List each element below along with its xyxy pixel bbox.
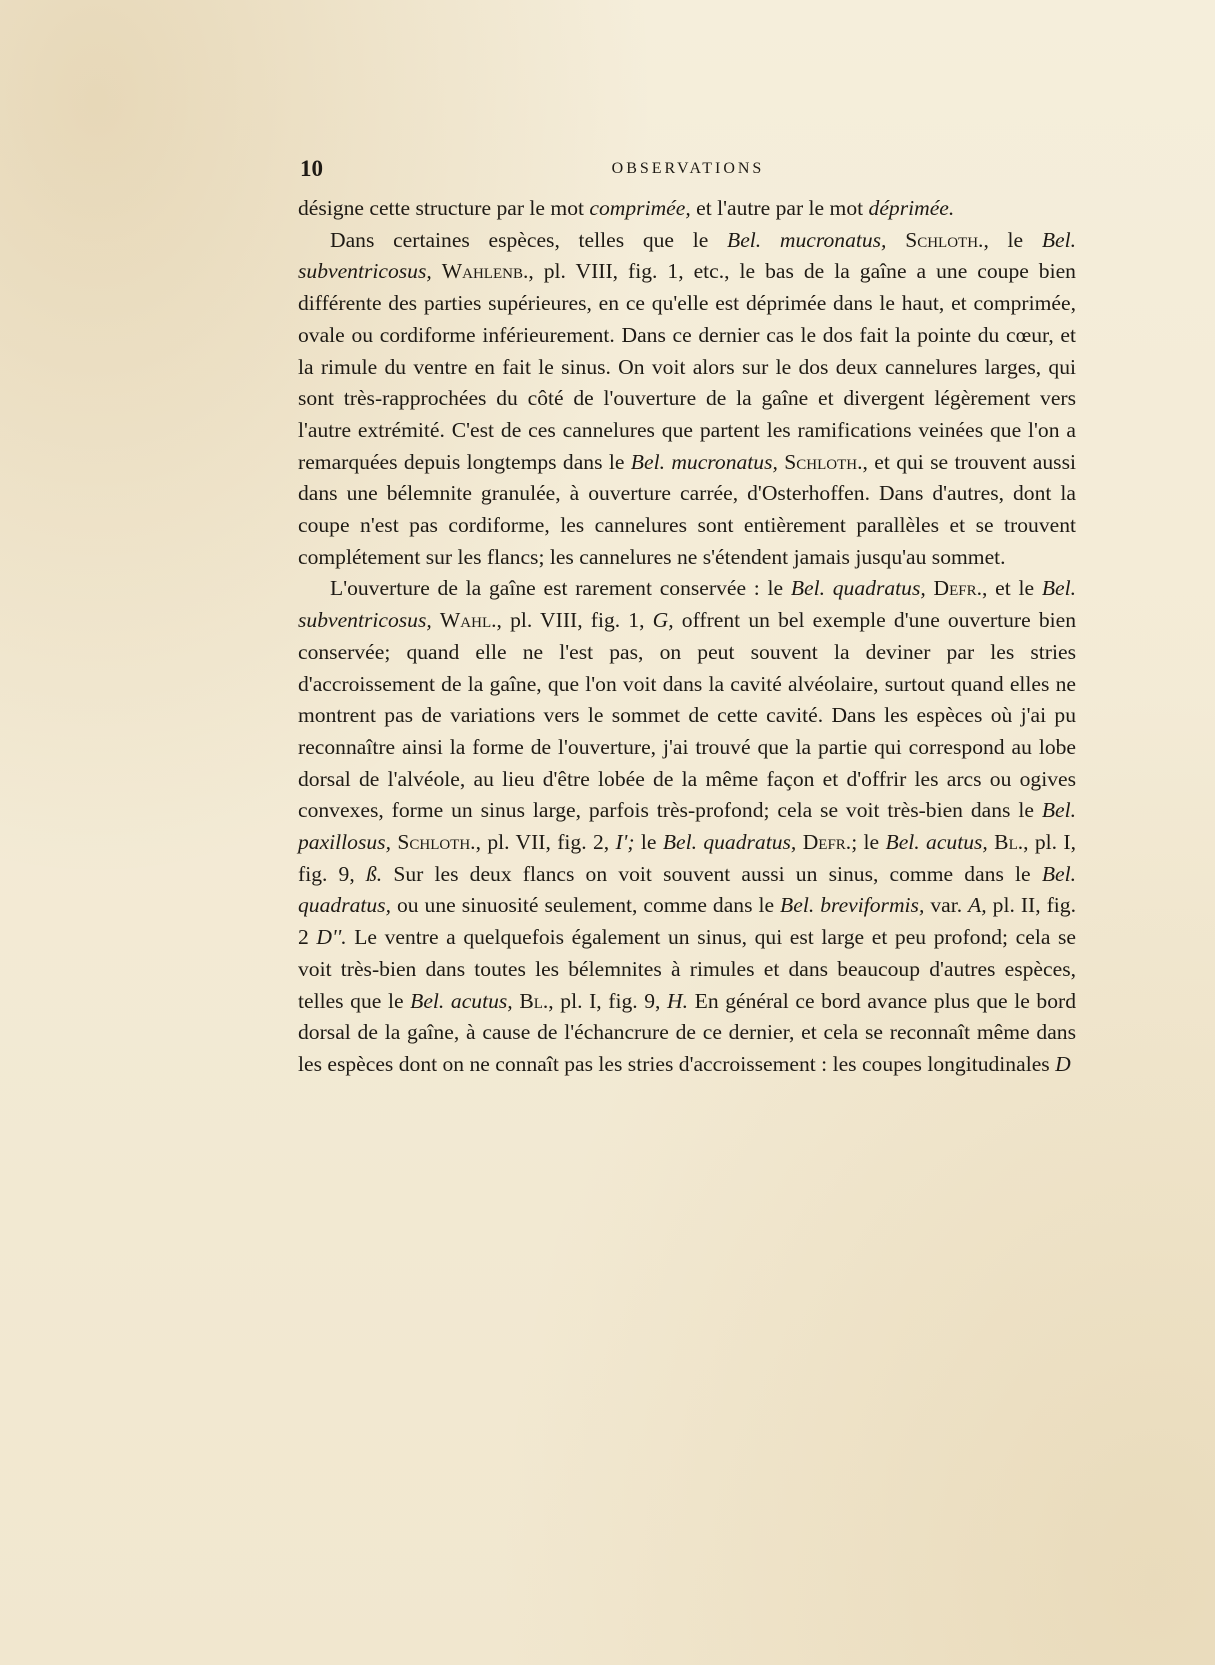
italic-run: Bel. subventricosus,	[298, 576, 1076, 633]
small-caps-run: Bl.	[519, 988, 549, 1013]
italic-run: Bel. acutus,	[410, 988, 513, 1013]
italic-run: G,	[652, 608, 674, 633]
small-caps-run: Wahlenb.	[441, 259, 529, 284]
text-run	[886, 228, 905, 252]
text-run: pl. II, fig. 2	[298, 893, 1076, 950]
page-number: 10	[300, 156, 323, 181]
small-caps-run: Schloth.	[397, 830, 476, 855]
italic-run: Bel. acutus,	[885, 830, 988, 855]
text-run: L'ouverture de la gaîne est rarement conservée : le	[330, 576, 791, 601]
italic-run: A,	[968, 893, 987, 918]
text-run: , pl. VII, fig. 2,	[475, 830, 616, 855]
italic-run: ß.	[365, 861, 383, 886]
text-run: En général ce bord avance plus que le bord dorsal de la gaîne, à cause de l'échancrure de ce dernier, et cela se reconnaît même dans les espèces dont on ne connaît pas les stries d'accroissement : les coupes longitudinales	[298, 988, 1076, 1076]
paragraph-2	[298, 225, 1076, 574]
italic-run: Bel. quadratus,	[662, 830, 797, 855]
italic-run: Bel. mucronatus,	[727, 227, 887, 252]
text-run: Dans certaines espèces, telles que le	[330, 227, 728, 252]
italic-run: H.	[667, 988, 689, 1013]
running-title: OBSERVATIONS	[611, 160, 765, 177]
italic-run: Bel. quadratus,	[790, 576, 926, 601]
text-run: , le	[983, 227, 1042, 252]
small-caps-run: Wahl.	[439, 608, 497, 633]
body-text	[298, 193, 1076, 1081]
text-run: , et qui se trouvent aussi dans une bélemnite granulée, à ouverture carrée, d'Osterhoffen. Dans d'autres, dont la coupe n'est pas cordiforme, les cannelures sont entièrement parallèles et se trouvent complétement sur les flancs; les cannelures ne s'étendent jamais jusqu'au sommet.	[298, 449, 1076, 569]
text-run: le	[634, 830, 663, 855]
italic-run: D''.	[316, 925, 347, 950]
text-run: et l'autre par le mot	[690, 196, 869, 220]
text-run: ou une sinuosité seulement, comme dans le	[391, 893, 781, 918]
small-caps-run: Schloth.	[905, 227, 984, 252]
text-run: Sur les deux flancs on voit souvent aussi un sinus, comme dans le	[382, 861, 1042, 886]
text-run: offrent un bel exemple d'une ouverture bien conservée; quand elle ne l'est pas, on peut souvent la deviner par les stries d'accroissement de la gaîne, que l'on voit dans la cavité alvéolaire, surtout quand elles ne montrent pas de variations vers le sommet de cette cavité. Dans les espèces où j'ai pu reconnaître ainsi la forme de l'ouverture, j'ai trouvé que la partie qui correspond au lobe dorsal de l'alvéole, au lieu d'être lobée de la même façon et d'offrir les arcs ou ogives convexes, forme un sinus large, parfois très-profond; cela se voit très-bien dans le	[298, 608, 1077, 823]
text-run: désigne cette structure par le mot	[298, 196, 590, 220]
text-run	[432, 608, 440, 632]
text-run	[432, 259, 442, 283]
text-run: ; le	[851, 830, 886, 855]
italic-run: Bel. subventricosus,	[298, 227, 1077, 284]
text-run: , et le	[982, 576, 1042, 601]
italic-run: comprimée,	[589, 196, 691, 220]
text-run: , pl. I, fig. 9,	[298, 830, 1077, 886]
small-caps-run: Schloth.	[784, 449, 863, 474]
italic-run: Bel. breviformis,	[780, 893, 925, 918]
small-caps-run: Defr.	[802, 830, 852, 855]
text-run	[926, 576, 934, 600]
small-caps-run: Defr.	[933, 576, 983, 601]
text-run: , pl. I, fig. 9,	[548, 988, 668, 1013]
text-run: , pl. VIII, fig. 1,	[496, 608, 653, 633]
italic-run: déprimée.	[868, 196, 955, 220]
text-run: var.	[924, 893, 969, 918]
italic-run: Bel. quadratus,	[298, 861, 1076, 918]
italic-run: I';	[615, 830, 635, 855]
text-run: Le ventre a quelquefois également un sinus, qui est large et peu profond; cela se voit très-bien dans toutes les bélemnites à rimules et dans beaucoup d'autres espèces, telles que le	[298, 925, 1076, 1013]
text-run: , pl. VIII, fig. 1, etc., le bas de la gaîne a une coupe bien différente des parties supérieures, en ce qu'elle est déprimée dans le haut, et comprimée, ovale ou cordiforme inférieurement. Dans ce dernier cas le dos fait la pointe du cœur, et la rimule du ventre en fait le sinus. On voit alors sur le dos deux cannelures larges, qui sont très-rapprochées du côté de l'ouverture de la gaîne et divergent légèrement vers l'autre extrémité. C'est de ces cannelures que partent les ramifications veinées que l'on a remarquées depuis longtemps dans le	[298, 259, 1076, 474]
small-caps-run: Bl.	[994, 830, 1024, 855]
italic-run: D	[1055, 1051, 1071, 1076]
paragraph-1	[298, 193, 1076, 225]
italic-run: Bel. paxillosus,	[298, 798, 1076, 855]
italic-run: Bel. mucronatus,	[630, 449, 778, 474]
page-header	[300, 156, 1076, 186]
paragraph-3	[298, 573, 1076, 1080]
